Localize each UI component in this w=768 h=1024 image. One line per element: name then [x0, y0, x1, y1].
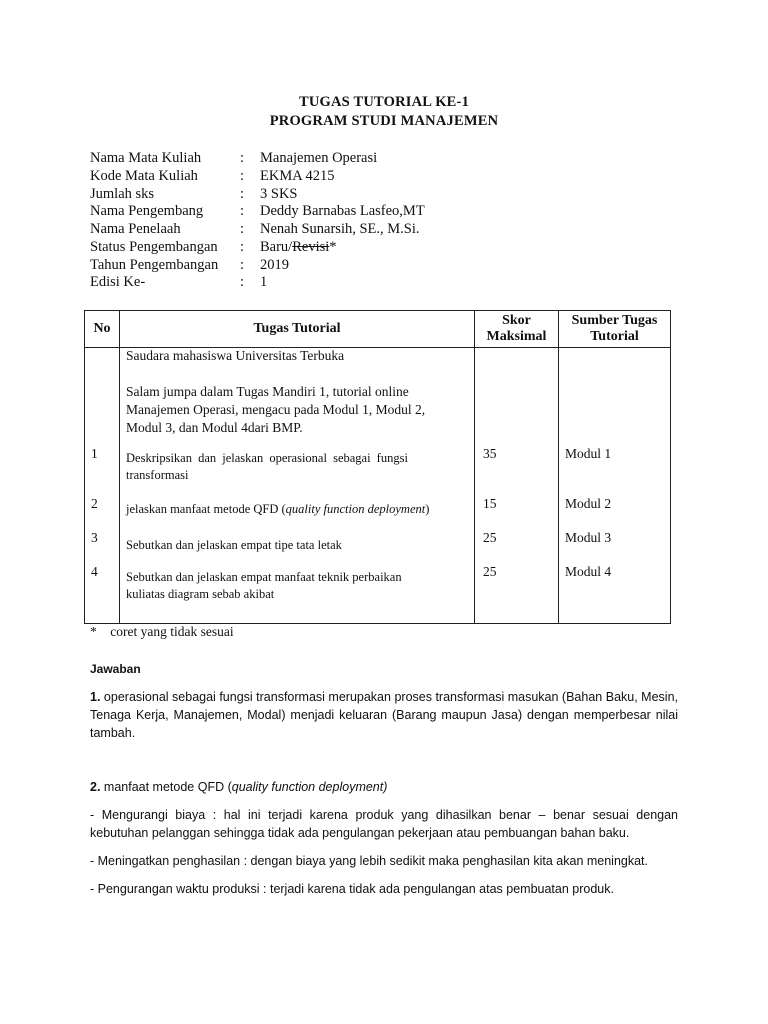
- task-1-line-1: Deskripsikan dan jelaskan operasional sebagai fungsi: [126, 451, 408, 465]
- answer-2-heading: [90, 778, 678, 796]
- meta-colon: :: [240, 274, 245, 290]
- meta-label: Nama Mata Kuliah: [90, 150, 202, 166]
- answers-heading: Jawaban: [90, 662, 141, 676]
- score-3: 25: [483, 530, 497, 545]
- meta-colon: :: [240, 221, 245, 237]
- header-score-line1: Skor: [502, 313, 531, 328]
- meta-colon: :: [240, 186, 245, 202]
- meta-label: Edisi Ke-: [90, 274, 146, 290]
- header-no: No: [85, 311, 120, 348]
- row-no-1: 1: [91, 446, 98, 461]
- meta-value: 2019: [260, 257, 289, 273]
- row-no-2: 2: [91, 496, 98, 511]
- meta-colon: :: [240, 168, 245, 184]
- footnote: * coret yang tidak sesuai: [90, 624, 234, 639]
- score-column: [475, 348, 559, 624]
- meta-label: Tahun Pengembangan: [90, 257, 219, 273]
- meta-label: Nama Pengembang: [90, 203, 204, 219]
- answer-1: [90, 688, 678, 742]
- intro-line-3: Modul 3, dan Modul 4dari BMP.: [126, 420, 303, 435]
- task-4-line-2: kuliatas diagram sebab akibat: [126, 587, 275, 601]
- meta-colon: :: [240, 257, 245, 273]
- source-4: Modul 4: [565, 564, 612, 579]
- meta-value: Nenah Sunarsih, SE., M.Si.: [260, 221, 420, 237]
- meta-value: 3 SKS: [260, 186, 298, 202]
- no-column: [85, 348, 120, 624]
- answer-1-number: 1.: [90, 690, 101, 704]
- document-title: TUGAS TUTORIAL KE-1: [298, 94, 470, 110]
- answer-2-italic: quality function deployment): [231, 780, 388, 794]
- task-column: [120, 348, 475, 624]
- source-column: [559, 348, 671, 624]
- meta-label: Jumlah sks: [90, 186, 155, 202]
- status-new: Baru/: [260, 239, 293, 255]
- task-4-line-1: Sebutkan dan jelaskan empat manfaat teknik perbaikan: [126, 570, 402, 584]
- answer-2-point-3: - Pengurangan waktu produksi : terjadi karena tidak ada pengulangan atas pembuatan produk.: [90, 882, 614, 896]
- document-subtitle: PROGRAM STUDI MANAJEMEN: [269, 113, 499, 129]
- score-2: 15: [483, 496, 497, 511]
- intro-greeting: Saudara mahasiswa Universitas Terbuka: [126, 348, 345, 363]
- meta-value: 1: [260, 274, 268, 290]
- meta-value: EKMA 4215: [260, 168, 335, 184]
- meta-value: Deddy Barnabas Lasfeo,MT: [260, 203, 425, 219]
- header-score: [475, 311, 559, 348]
- intro-line-1: Salam jumpa dalam Tugas Mandiri 1, tutorial online: [126, 384, 409, 399]
- answer-2-point-2: - Meningatkan penghasilan : dengan biaya yang lebih sedikit maka penghasilan kita akan meningkat.: [90, 854, 649, 868]
- source-1: Modul 1: [565, 446, 612, 461]
- task-2: [126, 502, 429, 517]
- task-2-italic: quality function deployment: [285, 502, 426, 516]
- header-source-line1: Sumber Tugas: [571, 313, 658, 328]
- meta-label: Nama Penelaah: [90, 221, 181, 237]
- answer-2-text: manfaat metode QFD (: [100, 780, 232, 794]
- meta-colon: :: [240, 239, 245, 255]
- status-asterisk: *: [329, 239, 337, 255]
- header-source-line2: Tutorial: [590, 329, 639, 344]
- task-1-line-2: transformasi: [126, 468, 189, 482]
- meta-label: Status Pengembangan: [90, 239, 218, 255]
- meta-label: Kode Mata Kuliah: [90, 168, 198, 184]
- answer-2-point-1: - Mengurangi biaya : hal ini terjadi karena produk yang dihasilkan benar – benar sesuai dengan kebutuhan pelanggan sehingga tidak ada pengulangan pekerjaan atau pembuangan bahan baku.: [90, 808, 678, 840]
- intro-line-2: Manajemen Operasi, mengacu pada Modul 1, Modul 2,: [126, 402, 426, 417]
- answer-2-number: 2.: [90, 780, 101, 794]
- score-1: 35: [483, 446, 497, 461]
- task-3: Sebutkan dan jelaskan empat tipe tata letak: [126, 538, 342, 552]
- tasks-table: [84, 310, 671, 624]
- task-2-text: jelaskan manfaat metode QFD (: [126, 502, 286, 516]
- table-header-row: [85, 311, 671, 348]
- answer-1-text: operasional sebagai fungsi transformasi merupakan proses transformasi masukan (Bahan Baku, Mesin, Tenaga Kerja, Manajemen, Modal) menjadi keluaran (Barang maupun Jasa) dengan memperbesar nilai tambah.: [90, 690, 678, 740]
- score-4: 25: [483, 564, 497, 579]
- meta-colon: :: [240, 203, 245, 219]
- header-task: Tugas Tutorial: [120, 311, 475, 348]
- header-source: [559, 311, 671, 348]
- table-body-row: [85, 348, 671, 624]
- source-3: Modul 3: [565, 530, 612, 545]
- row-no-4: 4: [91, 564, 98, 579]
- source-2: Modul 2: [565, 496, 612, 511]
- header-score-line2: Maksimal: [486, 329, 547, 344]
- meta-colon: :: [240, 150, 245, 166]
- task-2-close: ): [425, 502, 430, 516]
- row-no-3: 3: [91, 530, 98, 545]
- meta-value: [260, 238, 337, 256]
- status-revision-struck: Revisi: [292, 239, 330, 255]
- meta-value: Manajemen Operasi: [260, 150, 378, 166]
